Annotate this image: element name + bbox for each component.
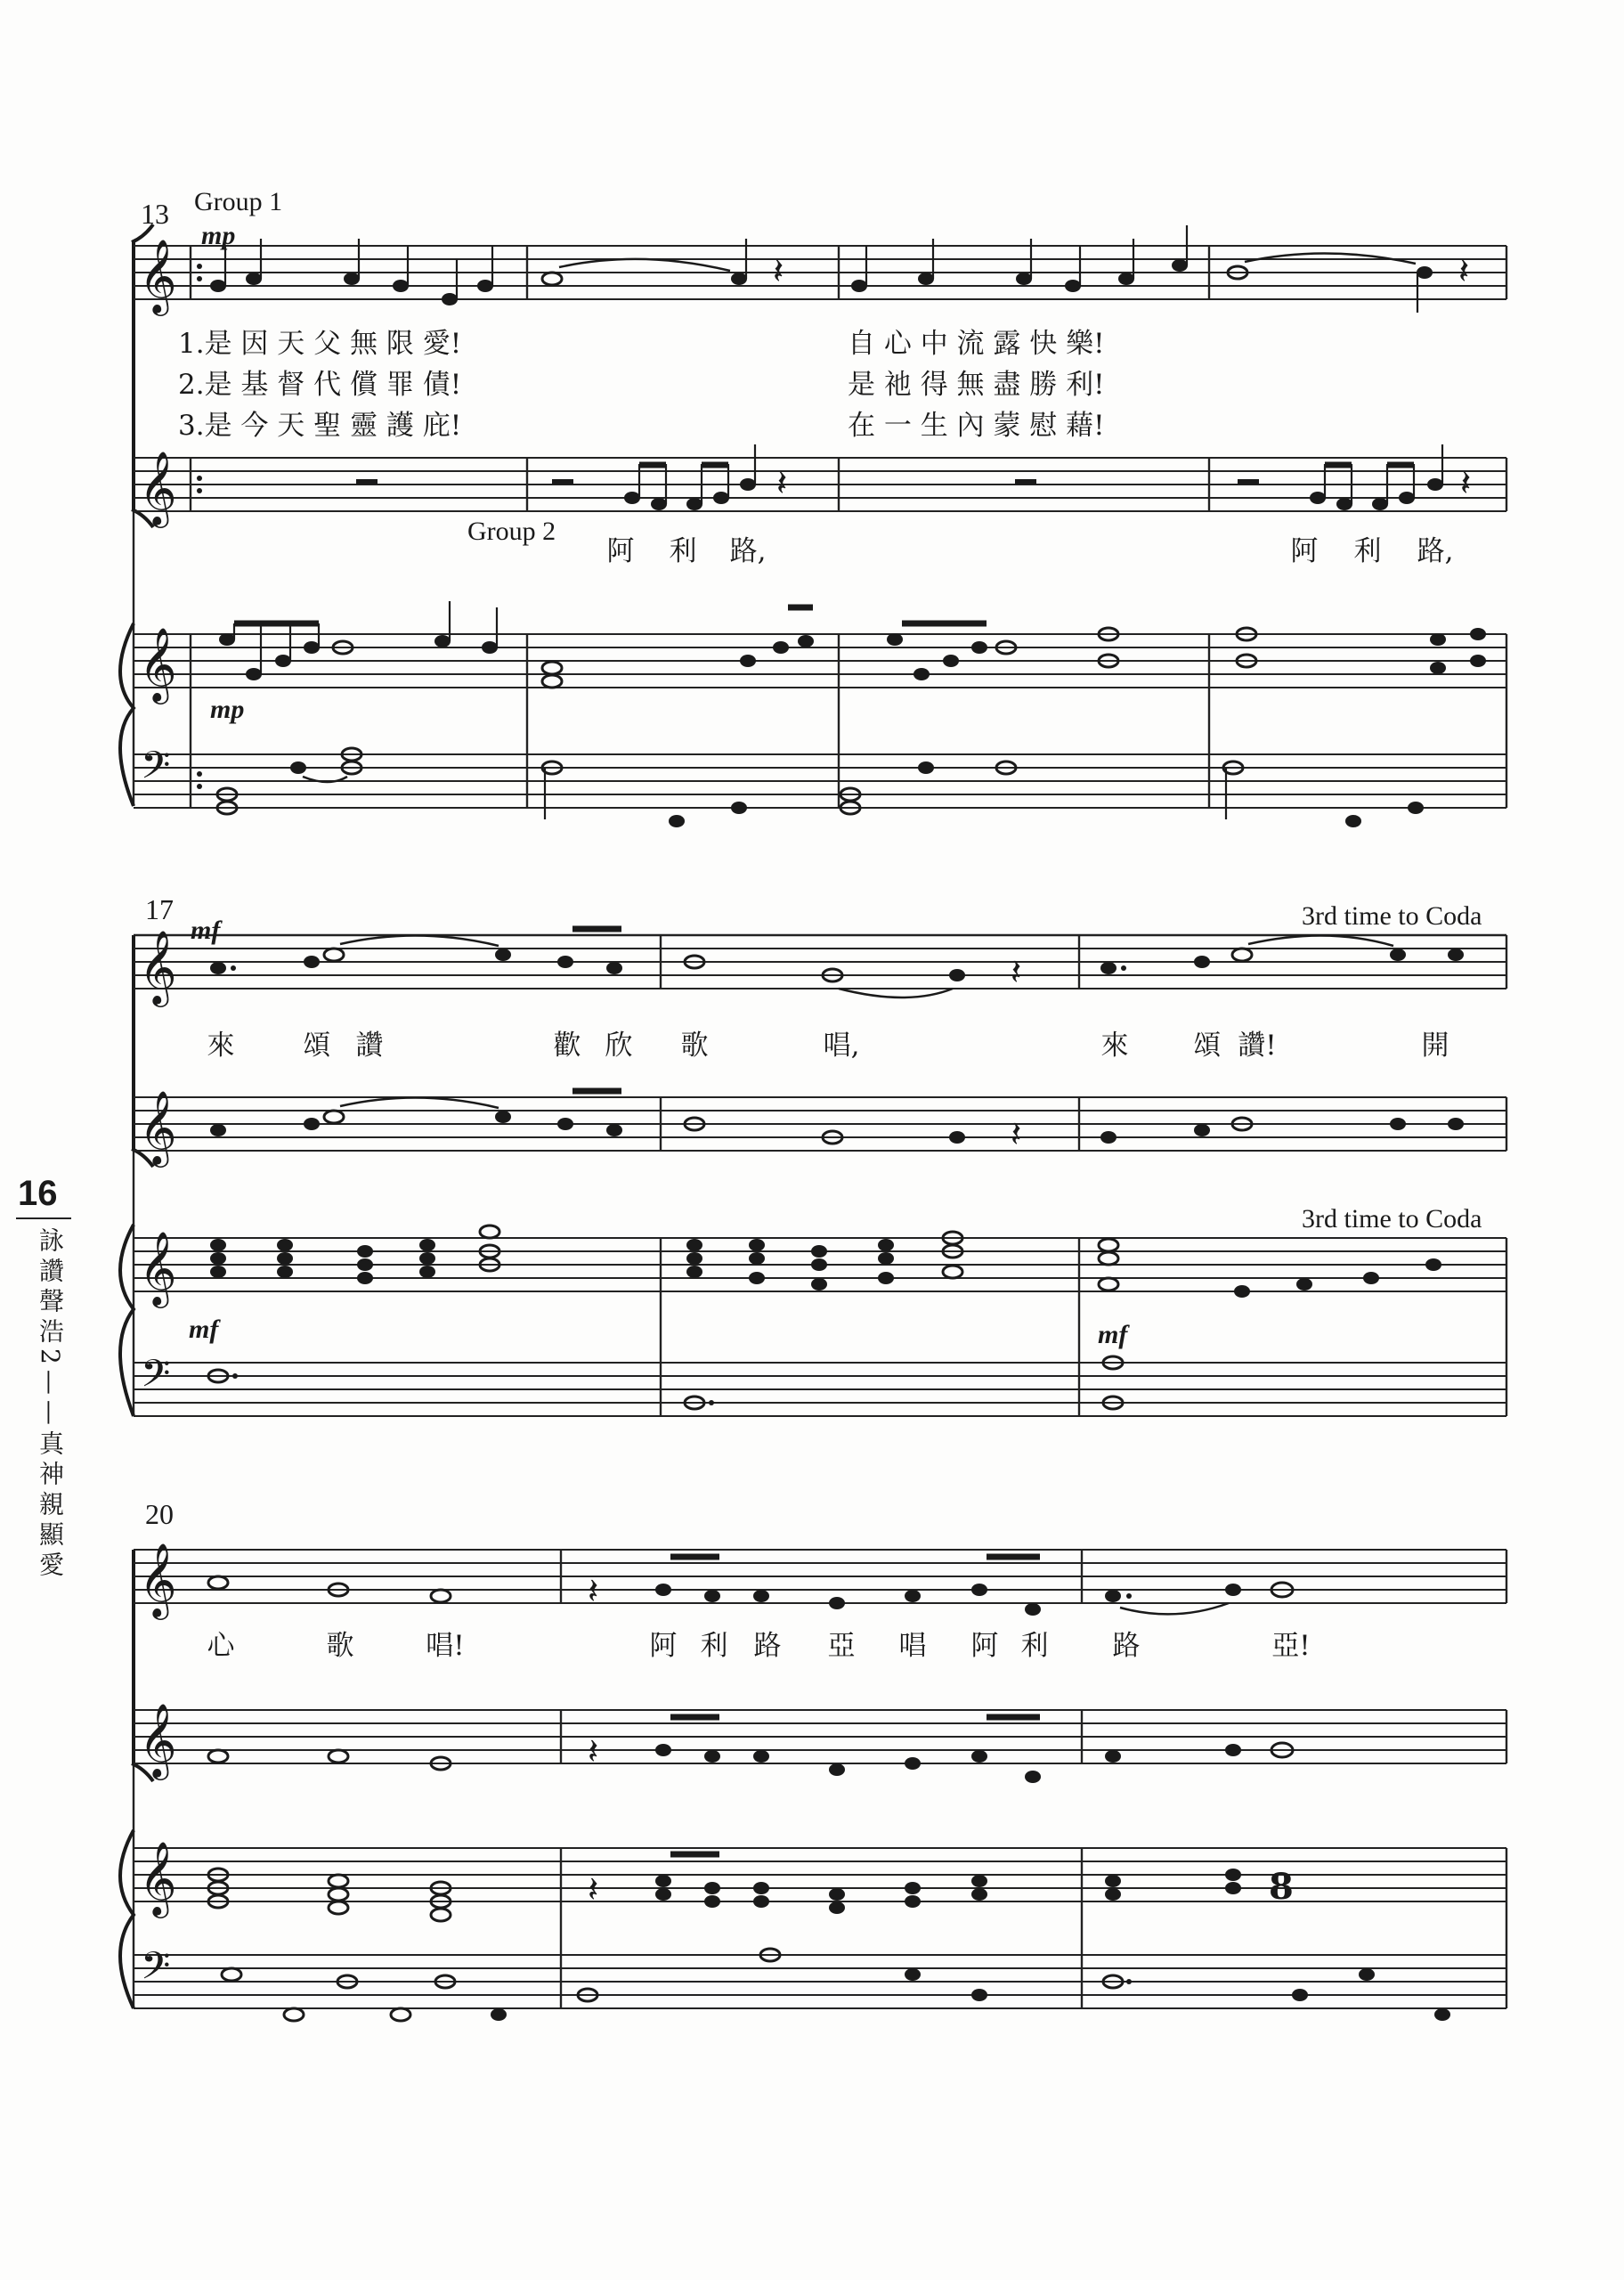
lyric-syllable: 頌 xyxy=(303,1030,331,1062)
dynamic-marking: mf xyxy=(189,1315,219,1344)
lyric-syllable: 路 xyxy=(753,1630,782,1662)
group2-label: Group 2 xyxy=(467,517,556,546)
treble-clef-icon: 𝄞 xyxy=(139,238,177,313)
svg-text:𝄞: 𝄞 xyxy=(139,1089,177,1164)
lyric-syllable: 利 xyxy=(1020,1630,1049,1662)
lyric-syllable: 路 xyxy=(1112,1630,1141,1662)
staff-piano-left xyxy=(134,1363,1506,1416)
staff-group2 xyxy=(134,458,1506,511)
lyric-syllable: 利 xyxy=(1353,535,1382,567)
lyric-syllable: 唱, xyxy=(823,1030,860,1062)
measure-number: 20 xyxy=(145,1498,174,1530)
page-number-rule xyxy=(16,1217,71,1219)
lyric-syllable: 開 xyxy=(1421,1030,1449,1062)
svg-text:𝄽: 𝄽 xyxy=(773,251,784,292)
svg-text:8: 8 xyxy=(1269,1866,1294,1908)
group1-label: Group 1 xyxy=(194,187,283,216)
svg-text:𝄢: 𝄢 xyxy=(141,1352,171,1405)
svg-text:𝄢: 𝄢 xyxy=(141,1944,171,1998)
svg-text:𝄽: 𝄽 xyxy=(1458,251,1470,292)
svg-text:𝄽: 𝄽 xyxy=(1460,463,1472,504)
svg-text:𝄽: 𝄽 xyxy=(588,1731,599,1772)
lyric-syllable: 利 xyxy=(700,1630,728,1662)
measure-number: 13 xyxy=(141,198,169,230)
svg-text:𝄞: 𝄞 xyxy=(139,1542,177,1616)
system-3 xyxy=(120,1542,1506,2021)
staff-group2 xyxy=(134,1710,1506,1763)
lyric-syllable: 亞 xyxy=(827,1630,856,1662)
verse-line: 自 心 中 流 露 快 樂! xyxy=(848,328,1105,360)
dynamic-marking: mp xyxy=(201,221,236,250)
lyric-syllable: 阿 xyxy=(1290,535,1319,567)
lyric-syllable: 來 xyxy=(207,1030,235,1062)
lyric-syllable: 唱 xyxy=(898,1630,927,1662)
lyric-syllable: 亞! xyxy=(1271,1630,1311,1662)
lyric-syllable: 唱! xyxy=(426,1630,465,1662)
coda-direction: 3rd time to Coda xyxy=(1302,1204,1482,1234)
svg-text:𝄽: 𝄽 xyxy=(1011,952,1022,993)
svg-text:𝄞: 𝄞 xyxy=(139,1702,177,1777)
lyric-syllable: 歌 xyxy=(680,1030,709,1062)
svg-text:𝄞: 𝄞 xyxy=(139,450,177,525)
dynamic-marking: mf xyxy=(191,916,221,945)
lyric-syllable: 讚 xyxy=(355,1030,384,1062)
coda-direction: 3rd time to Coda xyxy=(1302,901,1482,931)
lyric-syllable: 讚! xyxy=(1238,1030,1277,1062)
running-title: 詠讚聲浩2——真神親顯愛 xyxy=(36,1227,65,1582)
svg-text:𝄽: 𝄽 xyxy=(588,1571,599,1612)
system-2 xyxy=(120,929,1506,1416)
svg-text:𝄽: 𝄽 xyxy=(1011,1114,1022,1155)
svg-text:𝄞: 𝄞 xyxy=(139,929,177,1004)
dynamic-marking: mp xyxy=(210,695,245,724)
verse-line: 在 一 生 內 蒙 慰 藉! xyxy=(848,410,1105,442)
lyric-syllable: 路, xyxy=(1417,535,1454,567)
lyric-syllable: 歌 xyxy=(326,1630,354,1662)
lyric-syllable: 頌 xyxy=(1193,1030,1222,1062)
verse-line: 3.是 今 天 聖 靈 護 庇! xyxy=(178,410,462,442)
staff-group2 xyxy=(134,1097,1506,1151)
svg-text:𝄽: 𝄽 xyxy=(776,463,788,504)
verse-line: 2.是 基 督 代 償 罪 債! xyxy=(178,369,462,401)
lyric-syllable: 利 xyxy=(669,535,697,567)
bass-clef-icon: 𝄢 xyxy=(141,744,171,797)
lyric-syllable: 阿 xyxy=(606,535,635,567)
lyric-syllable: 來 xyxy=(1100,1030,1129,1062)
lyric-syllable: 歡 xyxy=(553,1030,581,1062)
svg-text:𝄞: 𝄞 xyxy=(139,1230,177,1305)
piano-brace xyxy=(120,623,134,806)
verse-line: 1.是 因 天 父 無 限 愛! xyxy=(178,328,462,360)
lyric-syllable: 心 xyxy=(207,1630,235,1662)
svg-text:𝄽: 𝄽 xyxy=(588,1869,599,1910)
lyric-syllable: 欣 xyxy=(605,1030,633,1062)
dynamic-marking: mf xyxy=(1098,1320,1128,1349)
svg-text:𝄞: 𝄞 xyxy=(139,626,177,701)
lyric-syllable: 阿 xyxy=(970,1630,999,1662)
measure-number: 17 xyxy=(145,893,174,925)
svg-text:𝄞: 𝄞 xyxy=(139,1840,177,1915)
lyric-syllable: 阿 xyxy=(649,1630,678,1662)
staff-group1 xyxy=(134,949,1506,989)
lyric-syllable: 路, xyxy=(729,535,767,567)
page-number: 16 xyxy=(18,1174,58,1213)
system-1 xyxy=(120,224,1506,827)
verse-line: 是 祂 得 無 盡 勝 利! xyxy=(848,369,1105,401)
